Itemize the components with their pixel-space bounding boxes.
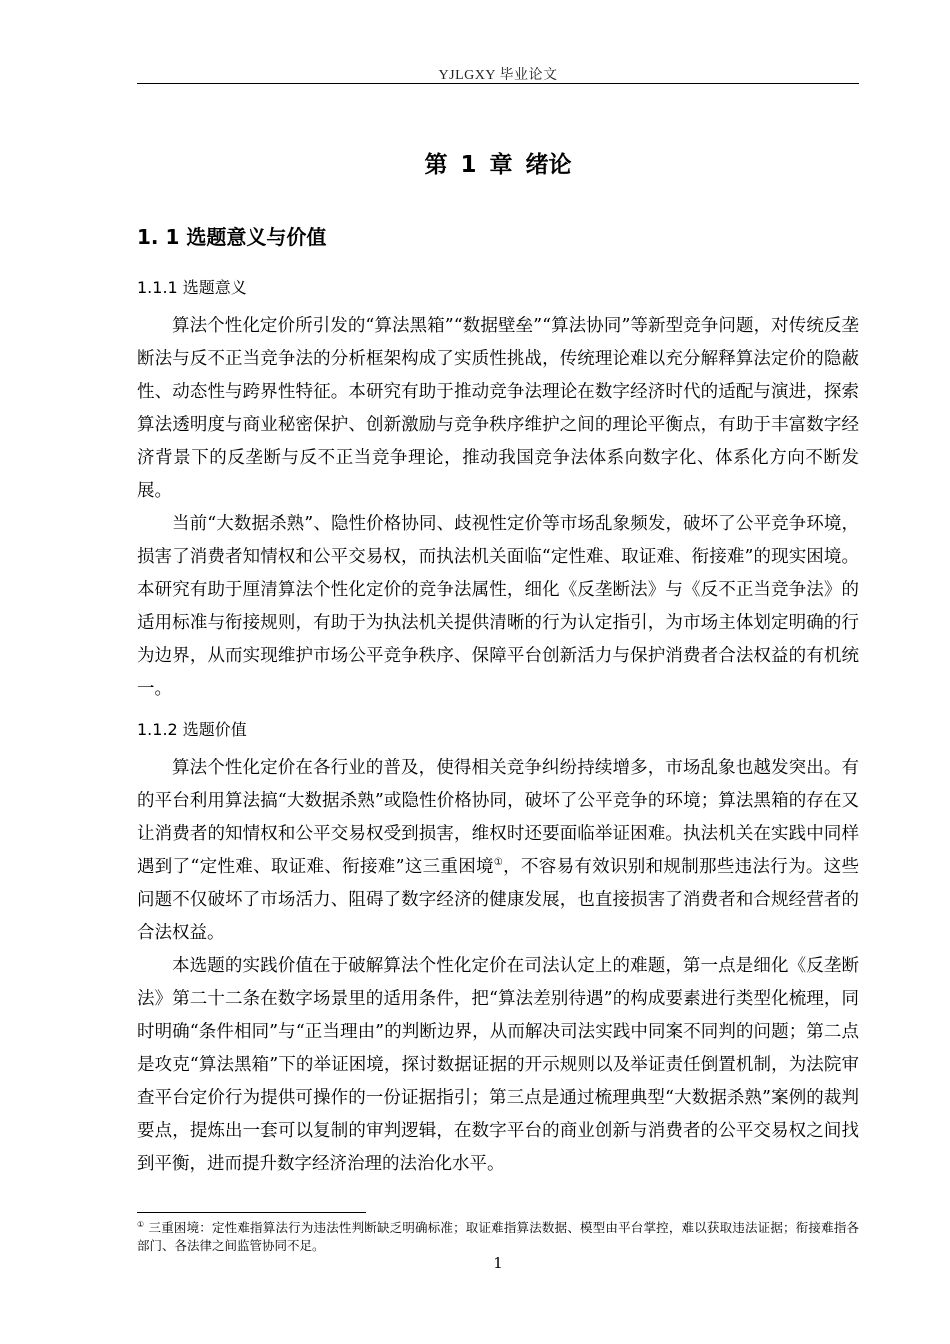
paragraph-text: 算法个性化定价在各行业的普及，使得相关竞争纠纷持续增多，市场乱象也越发突出。有的平台利用算法搞“大数据杀熟”或隐性价格协同，破坏了公平竞争的环境；算法黑箱的存在又让消费者的知情权和公平交易权受到损害，维权时还要面临举证困难。执法机关在实践中同样遇到了“定性难、取证难、衔接难”这三重困境 [137,758,859,877]
page-number: 1 [493,1254,503,1272]
footnote-text: 三重困境：定性难指算法行为违法性判断缺乏明确标准；取证难指算法数据、模型由平台掌控，难以获取违法证据；衔接难指各部门、各法律之间监管协同不足。 [137,1220,860,1254]
paragraph: 算法个性化定价所引发的“算法黑箱”“数据壁垒”“算法协同”等新型竞争问题，对传统反垄断法与反不正当竞争法的分析框架构成了实质性挑战，传统理论难以充分解释算法定价的隐蔽性、动态性与跨界性特征。本研究有助于推动竞争法理论在数字经济时代的适配与演进，探索算法透明度与商业秘密保护、创新激励与竞争秩序维护之间的理论平衡点，有助于丰富数字经济背景下的反垄断与反不正当竞争理论，推动我国竞争法体系向数字化、体系化方向不断发展。 [137,316,859,501]
running-header: YJLGXY 毕业论文 [438,68,558,83]
paragraph-text: ，不容易有效识别和规制那些违法行为。这些问题不仅破坏了市场活力、阻碍了数字经济的健康发展，也直接损害了消费者和合规经营者的合法权益。 [137,857,859,943]
footnote-rule [137,1212,366,1213]
footnote-mark: ① [137,1220,145,1229]
header-rule [137,83,859,84]
subsection-heading-1-1-1: 1.1.1 选题意义 [137,278,247,297]
paragraph [137,752,859,950]
footnote [137,1216,859,1255]
footnote-reference[interactable]: ① [493,857,504,869]
section-heading: 1. 1 选题意义与价值 [137,225,327,249]
paragraph: 当前“大数据杀熟”、隐性价格协同、歧视性定价等市场乱象频发，破坏了公平竞争环境，损害了消费者知情权和公平交易权，而执法机关面临“定性难、取证难、衔接难”的现实困境。本研究有助于厘清算法个性化定价的竞争法属性，细化《反垄断法》与《反不正当竞争法》的适用标准与衔接规则，有助于为执法机关提供清晰的行为认定指引，为市场主体划定明确的行为边界，从而实现维护市场公平竞争秩序、保障平台创新活力与保护消费者合法权益的有机统一。 [137,514,859,699]
paragraph: 本选题的实践价值在于破解算法个性化定价在司法认定上的难题，第一点是细化《反垄断法》第二十二条在数字场景里的适用条件，把“算法差别待遇”的构成要素进行类型化梳理，同时明确“条件相同”与“正当理由”的判断边界，从而解决司法实践中同案不同判的问题；第二点是攻克“算法黑箱”下的举证困境，探讨数据证据的开示规则以及举证责任倒置机制，为法院审查平台定价行为提供可操作的一份证据指引；第三点是通过梳理典型“大数据杀熟”案例的裁判要点，提炼出一套可以复制的审判逻辑，在数字平台的商业创新与消费者的公平交易权之间找到平衡，进而提升数字经济治理的法治化水平。 [137,956,859,1174]
subsection-heading-1-1-2: 1.1.2 选题价值 [137,720,247,739]
chapter-title: 第 1 章 绪论 [424,152,572,178]
